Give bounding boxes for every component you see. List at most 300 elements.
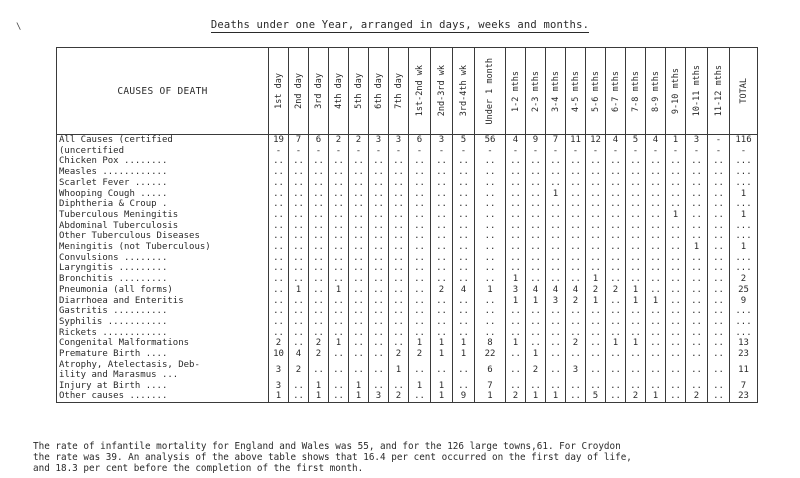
value-cell: .. — [506, 231, 526, 242]
value-cell: .. — [289, 221, 309, 232]
value-cell: .. — [269, 167, 289, 178]
value-cell: .. — [431, 242, 453, 253]
value-cell: .. — [586, 306, 606, 317]
value-cell: .. — [646, 210, 666, 221]
footnote: The rate of infantile mortality for England and Wales was 55, and for the 126 large towns,61. For Croydon the rate was 39. An analysis of the above table shows that 16.4 per cent occurred on the first day of life, and 18.3 per cent before the completion of the first month. — [33, 441, 632, 474]
value-cell: .. — [329, 349, 349, 360]
value-cell: .. — [646, 156, 666, 167]
value-cell: .. — [369, 221, 389, 232]
value-cell: .. — [309, 221, 329, 232]
value-cell: .. — [646, 274, 666, 285]
value-cell: .. — [269, 317, 289, 328]
value-cell: 4 — [453, 285, 475, 296]
value-cell: .. — [475, 328, 506, 339]
cause-cell: Pneumonia (all forms) — [57, 285, 269, 296]
value-cell: .. — [349, 328, 369, 339]
value-cell: .. — [369, 231, 389, 242]
value-cell: .. — [626, 263, 646, 274]
value-cell: 1 — [646, 391, 666, 402]
value-cell: ... — [730, 167, 758, 178]
table-row — [57, 274, 758, 285]
value-cell: 4 — [506, 135, 526, 146]
value-cell: .. — [369, 306, 389, 317]
table-row — [57, 253, 758, 264]
value-cell: .. — [329, 317, 349, 328]
value-cell: .. — [369, 296, 389, 307]
table-row — [57, 231, 758, 242]
value-cell: .. — [566, 231, 586, 242]
value-cell: .. — [389, 242, 409, 253]
value-cell: ... — [730, 263, 758, 274]
value-cell: .. — [475, 199, 506, 210]
cause-header: CAUSES OF DEATH — [57, 48, 269, 135]
value-cell: .. — [289, 263, 309, 274]
value-cell: .. — [686, 156, 708, 167]
value-cell: .. — [506, 221, 526, 232]
value-cell: .. — [289, 381, 309, 392]
value-cell: .. — [289, 274, 309, 285]
value-cell: .. — [349, 253, 369, 264]
value-cell: 1 — [431, 381, 453, 392]
table-row — [57, 328, 758, 339]
value-cell: .. — [453, 178, 475, 189]
value-cell: .. — [686, 381, 708, 392]
value-cell: - — [369, 146, 389, 157]
value-cell: 1 — [475, 285, 506, 296]
value-cell: .. — [389, 317, 409, 328]
value-cell: .. — [546, 178, 566, 189]
value-cell: .. — [708, 274, 730, 285]
value-cell: .. — [586, 381, 606, 392]
value-cell: .. — [309, 178, 329, 189]
table-row — [57, 221, 758, 232]
value-cell: .. — [389, 274, 409, 285]
value-cell: .. — [289, 253, 309, 264]
value-cell: .. — [606, 349, 626, 360]
value-cell: .. — [566, 391, 586, 402]
value-cell: .. — [666, 296, 686, 307]
value-cell: .. — [686, 349, 708, 360]
value-cell: 2 — [289, 360, 309, 381]
value-cell: .. — [475, 210, 506, 221]
value-cell: .. — [566, 253, 586, 264]
value-cell: 2 — [506, 391, 526, 402]
value-cell: .. — [269, 253, 289, 264]
value-cell: .. — [626, 274, 646, 285]
value-cell: .. — [453, 189, 475, 200]
value-cell: - — [546, 146, 566, 157]
value-cell: .. — [453, 296, 475, 307]
value-cell: .. — [586, 253, 606, 264]
value-cell: 1 — [389, 360, 409, 381]
value-cell: .. — [708, 156, 730, 167]
value-cell: .. — [475, 253, 506, 264]
value-cell: .. — [586, 231, 606, 242]
value-cell: .. — [506, 381, 526, 392]
value-cell: .. — [431, 221, 453, 232]
value-cell: .. — [431, 317, 453, 328]
value-cell: .. — [666, 178, 686, 189]
value-cell: ... — [730, 306, 758, 317]
value-cell: .. — [349, 221, 369, 232]
value-cell: .. — [409, 242, 431, 253]
value-cell: 2 — [309, 349, 329, 360]
value-cell: .. — [666, 189, 686, 200]
value-cell: .. — [526, 317, 546, 328]
cause-cell: Atrophy, Atelectasis, Deb- ility and Marasmus ... — [57, 360, 269, 381]
value-cell: 3 — [269, 381, 289, 392]
value-cell: .. — [409, 306, 431, 317]
value-cell: .. — [526, 178, 546, 189]
value-cell: .. — [708, 167, 730, 178]
value-cell: .. — [475, 296, 506, 307]
value-cell: .. — [606, 199, 626, 210]
value-cell: 1 — [586, 296, 606, 307]
value-cell: ... — [730, 199, 758, 210]
value-cell: .. — [666, 274, 686, 285]
value-cell: .. — [389, 210, 409, 221]
value-cell: .. — [475, 231, 506, 242]
value-cell: 1 — [506, 274, 526, 285]
value-cell: .. — [646, 317, 666, 328]
value-cell: .. — [646, 381, 666, 392]
value-cell: .. — [586, 210, 606, 221]
value-cell: .. — [626, 349, 646, 360]
value-cell: .. — [349, 156, 369, 167]
value-cell: .. — [269, 221, 289, 232]
value-cell: .. — [686, 285, 708, 296]
value-cell: ... — [730, 253, 758, 264]
value-cell: .. — [708, 178, 730, 189]
value-cell: .. — [606, 167, 626, 178]
value-cell: .. — [369, 156, 389, 167]
col-header: 11-12 mths — [708, 48, 730, 135]
value-cell: .. — [431, 296, 453, 307]
value-cell: .. — [546, 306, 566, 317]
table-row — [57, 349, 758, 360]
value-cell: .. — [369, 328, 389, 339]
value-cell: .. — [431, 274, 453, 285]
value-cell: 1 — [329, 338, 349, 349]
cause-cell: Syphilis ........... — [57, 317, 269, 328]
value-cell: .. — [389, 253, 409, 264]
value-cell: .. — [546, 328, 566, 339]
value-cell: .. — [431, 253, 453, 264]
value-cell: .. — [506, 199, 526, 210]
value-cell: .. — [409, 263, 431, 274]
value-cell: .. — [389, 199, 409, 210]
value-cell: .. — [389, 338, 409, 349]
value-cell: .. — [666, 199, 686, 210]
col-header: 3-4 mths — [546, 48, 566, 135]
value-cell: .. — [526, 253, 546, 264]
value-cell: .. — [646, 242, 666, 253]
value-cell: .. — [526, 242, 546, 253]
value-cell: .. — [686, 338, 708, 349]
value-cell: .. — [369, 338, 389, 349]
value-cell: 4 — [289, 349, 309, 360]
value-cell: 23 — [730, 391, 758, 402]
value-cell: - — [686, 146, 708, 157]
cause-cell: Injury at Birth .... — [57, 381, 269, 392]
value-cell: 1 — [586, 274, 606, 285]
value-cell: .. — [409, 328, 431, 339]
value-cell: .. — [309, 263, 329, 274]
value-cell: .. — [329, 328, 349, 339]
value-cell: .. — [453, 360, 475, 381]
value-cell: .. — [526, 210, 546, 221]
cause-cell: Tuberculous Meningitis — [57, 210, 269, 221]
table-body — [57, 135, 758, 403]
value-cell: .. — [586, 360, 606, 381]
value-cell: .. — [708, 296, 730, 307]
value-cell: .. — [409, 274, 431, 285]
value-cell: 3 — [431, 135, 453, 146]
value-cell: .. — [329, 231, 349, 242]
value-cell: .. — [453, 221, 475, 232]
value-cell: .. — [369, 253, 389, 264]
value-cell: .. — [646, 231, 666, 242]
value-cell: .. — [686, 360, 708, 381]
value-cell: .. — [506, 328, 526, 339]
col-header: 9-10 mths — [666, 48, 686, 135]
value-cell: .. — [566, 199, 586, 210]
value-cell: .. — [526, 231, 546, 242]
value-cell: - — [708, 146, 730, 157]
value-cell: .. — [646, 263, 666, 274]
col-header: 6-7 mths — [606, 48, 626, 135]
value-cell: .. — [431, 167, 453, 178]
value-cell: .. — [309, 231, 329, 242]
value-cell: 4 — [546, 285, 566, 296]
value-cell: .. — [329, 156, 349, 167]
value-cell: - — [349, 146, 369, 157]
value-cell: .. — [666, 242, 686, 253]
value-cell: 11 — [566, 135, 586, 146]
col-header: 5-6 mths — [586, 48, 606, 135]
value-cell: 2 — [626, 391, 646, 402]
value-cell: 1 — [409, 338, 431, 349]
value-cell: .. — [626, 253, 646, 264]
value-cell: 9 — [453, 391, 475, 402]
value-cell: .. — [546, 210, 566, 221]
value-cell: .. — [329, 296, 349, 307]
value-cell: .. — [666, 360, 686, 381]
value-cell: 13 — [730, 338, 758, 349]
col-header: 7th day — [389, 48, 409, 135]
col-header: 8-9 mths — [646, 48, 666, 135]
col-header: 6th day — [369, 48, 389, 135]
value-cell: .. — [546, 263, 566, 274]
table-row — [57, 242, 758, 253]
value-cell: .. — [475, 167, 506, 178]
value-cell: .. — [475, 263, 506, 274]
value-cell: - — [309, 146, 329, 157]
value-cell: 4 — [606, 135, 626, 146]
value-cell: - — [389, 146, 409, 157]
value-cell: .. — [389, 296, 409, 307]
value-cell: .. — [309, 189, 329, 200]
value-cell: 6 — [309, 135, 329, 146]
value-cell: .. — [409, 189, 431, 200]
value-cell: .. — [566, 328, 586, 339]
value-cell: .. — [586, 189, 606, 200]
value-cell: .. — [409, 296, 431, 307]
value-cell: 2 — [730, 274, 758, 285]
value-cell: .. — [606, 253, 626, 264]
col-header: 1st-2nd wk — [409, 48, 431, 135]
value-cell: .. — [329, 391, 349, 402]
value-cell: .. — [369, 360, 389, 381]
value-cell: .. — [409, 360, 431, 381]
value-cell: .. — [626, 231, 646, 242]
value-cell: .. — [269, 263, 289, 274]
value-cell: .. — [475, 242, 506, 253]
value-cell: .. — [626, 167, 646, 178]
value-cell: .. — [606, 263, 626, 274]
value-cell: 12 — [586, 135, 606, 146]
value-cell: .. — [369, 317, 389, 328]
col-header: 10-11 mths — [686, 48, 708, 135]
value-cell: .. — [526, 328, 546, 339]
value-cell: .. — [546, 317, 566, 328]
value-cell: 1 — [686, 242, 708, 253]
value-cell: .. — [453, 263, 475, 274]
value-cell: 3 — [546, 296, 566, 307]
value-cell: .. — [686, 296, 708, 307]
corner-mark: \ — [16, 22, 22, 32]
value-cell: .. — [289, 338, 309, 349]
value-cell: .. — [626, 210, 646, 221]
value-cell: .. — [646, 328, 666, 339]
value-cell: .. — [409, 199, 431, 210]
value-cell: .. — [686, 178, 708, 189]
value-cell: - — [506, 146, 526, 157]
value-cell: 4 — [526, 285, 546, 296]
value-cell: - — [606, 146, 626, 157]
value-cell: .. — [506, 156, 526, 167]
col-header: 1-2 mths — [506, 48, 526, 135]
value-cell: .. — [708, 306, 730, 317]
value-cell: .. — [329, 210, 349, 221]
value-cell: .. — [586, 199, 606, 210]
value-cell: .. — [453, 381, 475, 392]
value-cell: .. — [349, 199, 369, 210]
value-cell: .. — [309, 253, 329, 264]
value-cell: .. — [369, 381, 389, 392]
value-cell: .. — [708, 221, 730, 232]
value-cell: .. — [309, 242, 329, 253]
table-row — [57, 306, 758, 317]
value-cell: .. — [586, 349, 606, 360]
value-cell: .. — [626, 156, 646, 167]
value-cell: .. — [389, 263, 409, 274]
table-row — [57, 178, 758, 189]
value-cell: .. — [309, 285, 329, 296]
value-cell: .. — [409, 253, 431, 264]
cause-cell: All Causes (certified — [57, 135, 269, 146]
value-cell: 1 — [409, 381, 431, 392]
value-cell: .. — [686, 274, 708, 285]
value-cell: .. — [708, 391, 730, 402]
value-cell: .. — [506, 189, 526, 200]
value-cell: .. — [409, 156, 431, 167]
value-cell: .. — [475, 306, 506, 317]
value-cell: .. — [329, 167, 349, 178]
value-cell: .. — [666, 381, 686, 392]
table-row — [57, 338, 758, 349]
value-cell: .. — [475, 178, 506, 189]
value-cell: .. — [566, 381, 586, 392]
value-cell: .. — [566, 210, 586, 221]
value-cell: .. — [409, 317, 431, 328]
value-cell: .. — [453, 210, 475, 221]
value-cell: .. — [708, 285, 730, 296]
value-cell: .. — [646, 199, 666, 210]
value-cell: .. — [289, 391, 309, 402]
value-cell: 19 — [269, 135, 289, 146]
value-cell: .. — [526, 338, 546, 349]
value-cell: .. — [349, 338, 369, 349]
value-cell: .. — [269, 199, 289, 210]
value-cell: .. — [309, 360, 329, 381]
value-cell: .. — [526, 274, 546, 285]
value-cell: .. — [606, 156, 626, 167]
value-cell: .. — [453, 242, 475, 253]
value-cell: .. — [389, 381, 409, 392]
value-cell: .. — [349, 349, 369, 360]
value-cell: .. — [309, 306, 329, 317]
cause-cell: Chicken Pox ........ — [57, 156, 269, 167]
cause-cell: Diarrhoea and Enteritis — [57, 296, 269, 307]
cause-cell: Other causes ....... — [57, 391, 269, 402]
cause-cell: Scarlet Fever ...... — [57, 178, 269, 189]
value-cell: 1 — [269, 391, 289, 402]
value-cell: .. — [506, 253, 526, 264]
value-cell: .. — [686, 263, 708, 274]
value-cell: .. — [269, 242, 289, 253]
value-cell: .. — [389, 156, 409, 167]
value-cell: .. — [453, 167, 475, 178]
value-cell: .. — [389, 221, 409, 232]
value-cell: 25 — [730, 285, 758, 296]
value-cell: .. — [269, 328, 289, 339]
deaths-table — [56, 47, 758, 403]
value-cell: .. — [526, 306, 546, 317]
value-cell: 1 — [431, 338, 453, 349]
value-cell: 1 — [506, 296, 526, 307]
value-cell: .. — [431, 189, 453, 200]
value-cell: .. — [409, 167, 431, 178]
value-cell: .. — [686, 199, 708, 210]
value-cell: .. — [606, 317, 626, 328]
value-cell: 1 — [526, 296, 546, 307]
value-cell: .. — [269, 189, 289, 200]
value-cell: .. — [546, 349, 566, 360]
value-cell: .. — [431, 199, 453, 210]
value-cell: .. — [431, 306, 453, 317]
col-header: 2-3 mths — [526, 48, 546, 135]
value-cell: .. — [309, 317, 329, 328]
table-row — [57, 381, 758, 392]
value-cell: 2 — [431, 285, 453, 296]
value-cell: .. — [626, 189, 646, 200]
cause-cell: Rickets ............ — [57, 328, 269, 339]
value-cell: .. — [606, 306, 626, 317]
table-row — [57, 391, 758, 402]
cause-cell: Congenital Malformations — [57, 338, 269, 349]
cause-cell: Gastritis .......... — [57, 306, 269, 317]
